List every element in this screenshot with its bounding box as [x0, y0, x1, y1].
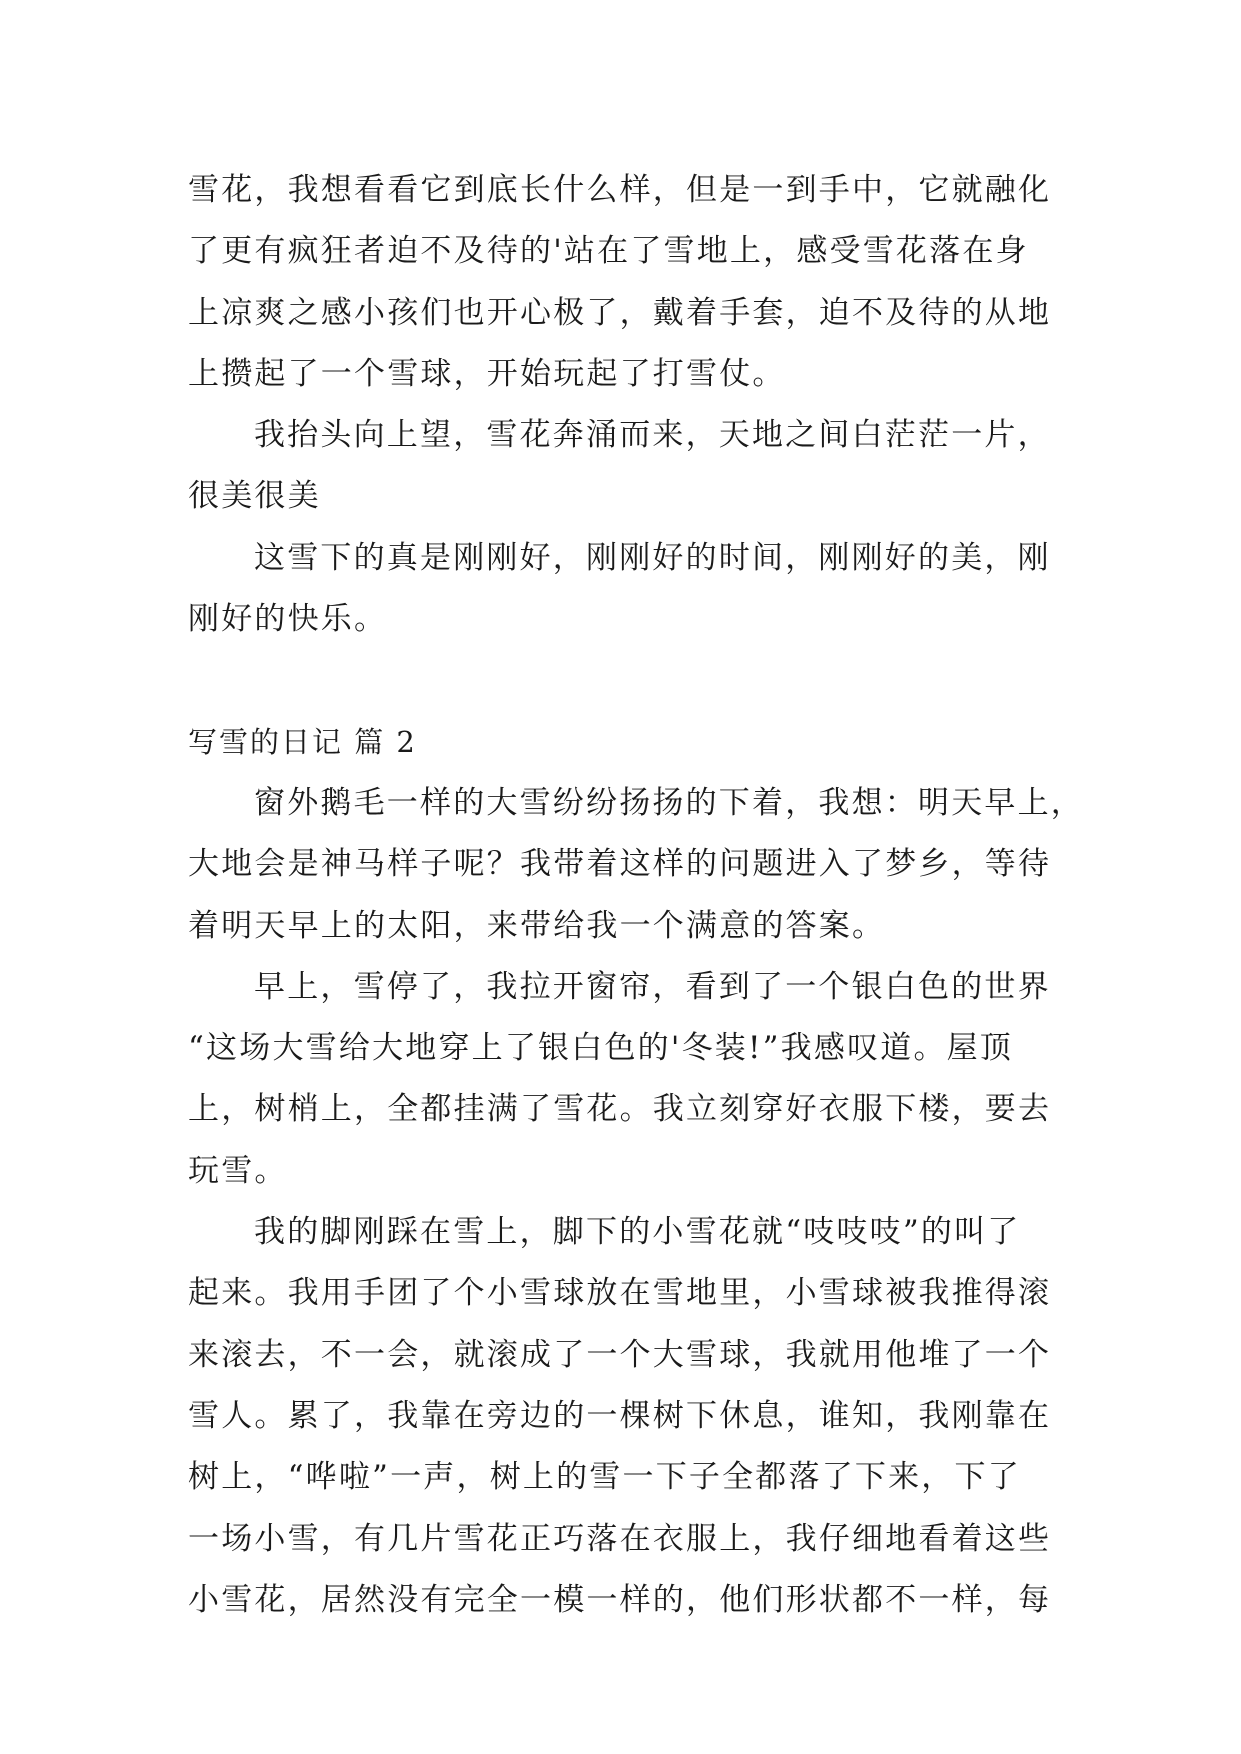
paragraph-continued [188, 160, 1058, 405]
paragraph-look-up [188, 405, 1058, 528]
text-line: 大地会是神马样子呢？我带着这样的问题进入了梦乡，等待 [188, 846, 1052, 883]
text-line: 上攒起了一个雪球，开始玩起了打雪仗。 [188, 355, 786, 392]
paragraph-morning [188, 957, 1058, 1202]
section-title: 写雪的日记 篇 2 [188, 724, 417, 759]
text-line: 上，树梢上，全都挂满了雪花。我立刻穿好衣服下楼，要去 [188, 1091, 1052, 1128]
text-line: 很美很美 [188, 478, 321, 515]
text-line: 了更有疯狂者迫不及待的'站在了雪地上，感受雪花落在身 [188, 233, 1029, 270]
text-line: 起来。我用手团了个小雪球放在雪地里，小雪球被我推得滚 [188, 1275, 1052, 1312]
paragraph-footsteps [188, 1202, 1058, 1631]
text-line: 刚好的快乐。 [188, 601, 388, 638]
text-line: 树上，“哗啦”一声，树上的雪一下子全都落了下来，下了 [188, 1459, 1021, 1496]
text-line: 玩雪。 [188, 1152, 288, 1189]
text-line: 小雪花，居然没有完全一模一样的，他们形状都不一样，每 [188, 1581, 1052, 1618]
text-line: “这场大雪给大地穿上了银白色的'冬装!”我感叹道。屋顶 [188, 1030, 1014, 1067]
text-line: 我的脚刚踩在雪上，脚下的小雪花就“吱吱吱”的叫了 [254, 1214, 1021, 1251]
text-line: 雪人。累了，我靠在旁边的一棵树下休息，谁知，我刚靠在 [188, 1397, 1052, 1434]
text-line: 着明天早上的太阳，来带给我一个满意的答案。 [188, 907, 886, 944]
paragraph-just-right [188, 528, 1058, 651]
text-line: 上凉爽之感小孩们也开心极了，戴着手套，迫不及待的从地 [188, 294, 1052, 331]
document-body [188, 160, 1084, 1631]
paragraph-window [188, 773, 1084, 957]
text-line: 这雪下的真是刚刚好，刚刚好的时间，刚刚好的美，刚 [254, 539, 1051, 576]
text-line: 窗外鹅毛一样的大雪纷纷扬扬的下着，我想：明天早上， [254, 784, 1084, 821]
text-line: 我抬头向上望，雪花奔涌而来，天地之间白茫茫一片， [254, 417, 1051, 454]
text-line: 一场小雪，有几片雪花正巧落在衣服上，我仔细地看着这些 [188, 1520, 1052, 1557]
text-line: 早上，雪停了，我拉开窗帘，看到了一个银白色的世界 [254, 968, 1051, 1005]
text-line: 雪花，我想看看它到底长什么样，但是一到手中，它就融化 [188, 172, 1052, 208]
section-spacer [188, 650, 1058, 711]
text-line: 来滚去，不一会，就滚成了一个大雪球，我就用他堆了一个 [188, 1336, 1052, 1373]
